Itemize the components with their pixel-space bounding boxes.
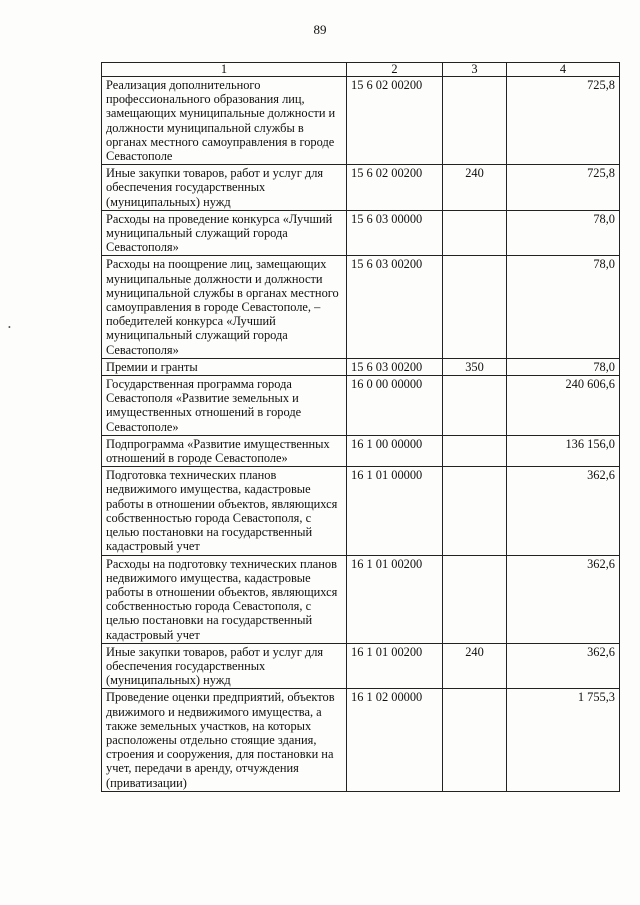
name-cell: Подпрограмма «Развитие имущественных отношений в городе Севастополе» bbox=[102, 435, 347, 466]
column-header: 1 bbox=[102, 63, 347, 77]
expense-kind-cell: 240 bbox=[443, 643, 507, 689]
expense-kind-cell bbox=[443, 689, 507, 791]
name-cell: Иные закупки товаров, работ и услуг для обеспечения государственных (муниципальных) нужд bbox=[102, 165, 347, 211]
column-header: 3 bbox=[443, 63, 507, 77]
name-cell: Иные закупки товаров, работ и услуг для обеспечения государственных (муниципальных) нужд bbox=[102, 643, 347, 689]
expense-kind-cell: 350 bbox=[443, 358, 507, 375]
table-row bbox=[102, 77, 620, 165]
table-row bbox=[102, 689, 620, 791]
column-header: 2 bbox=[347, 63, 443, 77]
name-cell: Проведение оценки предприятий, объектов движимого и недвижимого имущества, а также земельных участков, на которых расположены отдельно стоящие здания, строения и сооружения, для постановки на учет, передачи в аренду, отчуждения (приватизации) bbox=[102, 689, 347, 791]
table-row bbox=[102, 376, 620, 436]
code-cell: 15 6 03 00200 bbox=[347, 256, 443, 358]
amount-cell: 1 755,3 bbox=[507, 689, 620, 791]
name-cell: Расходы на поощрение лиц, замещающих муниципальные должности и должности муниципальной службы в органах местного самоуправления в городе Севастополе, – победителей конкурса «Лучший муниципальный служащий города Севастополя» bbox=[102, 256, 347, 358]
name-cell: Премии и гранты bbox=[102, 358, 347, 375]
table-row bbox=[102, 435, 620, 466]
code-cell: 16 1 02 00000 bbox=[347, 689, 443, 791]
name-cell: Расходы на подготовку технических планов недвижимого имущества, кадастровые работы в отношении объектов, являющихся собственностью города Севастополя, с целью постановки на государственный кадастровый учет bbox=[102, 555, 347, 643]
table-row bbox=[102, 643, 620, 689]
code-cell: 16 1 01 00200 bbox=[347, 555, 443, 643]
scan-speck: • bbox=[8, 323, 11, 332]
code-cell: 16 1 01 00200 bbox=[347, 643, 443, 689]
code-cell: 16 0 00 00000 bbox=[347, 376, 443, 436]
table-row bbox=[102, 358, 620, 375]
amount-cell: 78,0 bbox=[507, 358, 620, 375]
name-cell: Реализация дополнительного профессионального образования лиц, замещающих муниципальные должности и должности муниципальной службы в органах местного самоуправления в городе Севастополе bbox=[102, 77, 347, 165]
code-cell: 15 6 03 00200 bbox=[347, 358, 443, 375]
table-row bbox=[102, 256, 620, 358]
amount-cell: 78,0 bbox=[507, 210, 620, 256]
code-cell: 15 6 02 00200 bbox=[347, 77, 443, 165]
amount-cell: 362,6 bbox=[507, 467, 620, 555]
code-cell: 16 1 00 00000 bbox=[347, 435, 443, 466]
name-cell: Государственная программа города Севастополя «Развитие земельных и имущественных отношений в городе Севастополе» bbox=[102, 376, 347, 436]
expense-kind-cell bbox=[443, 210, 507, 256]
table-row bbox=[102, 210, 620, 256]
code-cell: 16 1 01 00000 bbox=[347, 467, 443, 555]
budget-table bbox=[101, 62, 620, 792]
table-header-row bbox=[102, 63, 620, 77]
name-cell: Подготовка технических планов недвижимого имущества, кадастровые работы в отношении объектов, являющихся собственностью города Севастополя, с целью постановки на государственный кадастровый учет bbox=[102, 467, 347, 555]
expense-kind-cell bbox=[443, 256, 507, 358]
expense-kind-cell bbox=[443, 376, 507, 436]
table-row bbox=[102, 165, 620, 211]
table-row bbox=[102, 555, 620, 643]
amount-cell: 136 156,0 bbox=[507, 435, 620, 466]
amount-cell: 725,8 bbox=[507, 77, 620, 165]
amount-cell: 362,6 bbox=[507, 555, 620, 643]
code-cell: 15 6 03 00000 bbox=[347, 210, 443, 256]
amount-cell: 362,6 bbox=[507, 643, 620, 689]
table-row bbox=[102, 467, 620, 555]
amount-cell: 725,8 bbox=[507, 165, 620, 211]
code-cell: 15 6 02 00200 bbox=[347, 165, 443, 211]
name-cell: Расходы на проведение конкурса «Лучший муниципальный служащий города Севастополя» bbox=[102, 210, 347, 256]
column-header: 4 bbox=[507, 63, 620, 77]
expense-kind-cell: 240 bbox=[443, 165, 507, 211]
page-number: 89 bbox=[313, 22, 327, 37]
expense-kind-cell bbox=[443, 467, 507, 555]
amount-cell: 78,0 bbox=[507, 256, 620, 358]
expense-kind-cell bbox=[443, 77, 507, 165]
expense-kind-cell bbox=[443, 555, 507, 643]
amount-cell: 240 606,6 bbox=[507, 376, 620, 436]
expense-kind-cell bbox=[443, 435, 507, 466]
